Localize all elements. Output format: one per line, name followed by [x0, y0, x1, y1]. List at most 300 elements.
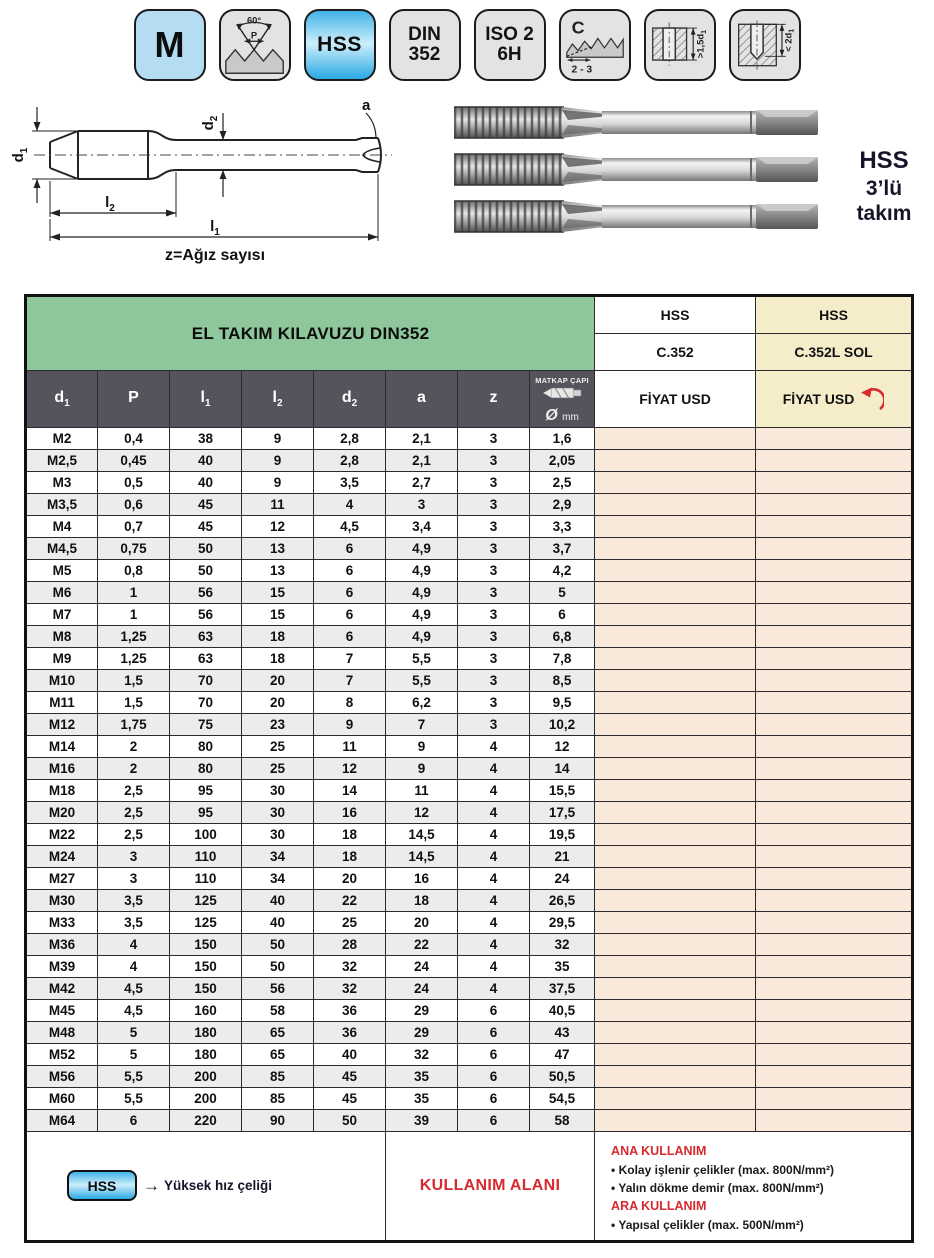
price-cell	[595, 890, 756, 912]
price-cell	[595, 692, 756, 714]
usage-area-title: KULLANIM ALANI	[419, 1176, 561, 1194]
size-cell: M30	[26, 890, 98, 912]
spec-cell: 6,8	[530, 626, 595, 648]
size-cell: M27	[26, 868, 98, 890]
table-row	[26, 824, 913, 846]
spec-cell: 20	[242, 670, 314, 692]
size-cell: M20	[26, 802, 98, 824]
spec-cell: 125	[170, 912, 242, 934]
spec-badge-row	[0, 0, 934, 81]
spec-cell: 4	[458, 912, 530, 934]
spec-cell: 45	[170, 494, 242, 516]
price-cell	[595, 472, 756, 494]
spec-cell: 9	[242, 450, 314, 472]
spec-cell: 1,25	[98, 648, 170, 670]
dim-d2-label: $d_2$	[200, 115, 220, 131]
table-row	[26, 978, 913, 1000]
spec-cell: 6	[314, 626, 386, 648]
size-cell: M64	[26, 1110, 98, 1132]
table-row	[26, 516, 913, 538]
price-cell	[756, 890, 913, 912]
size-cell: M52	[26, 1044, 98, 1066]
badge-chamfer-form-c	[559, 9, 631, 81]
spec-cell: 3	[458, 626, 530, 648]
spec-cell: 3	[458, 582, 530, 604]
size-cell: M12	[26, 714, 98, 736]
price-cell	[756, 824, 913, 846]
spec-cell: 6	[458, 1066, 530, 1088]
price-cell	[756, 604, 913, 626]
price-cell	[756, 538, 913, 560]
size-cell: M16	[26, 758, 98, 780]
table-row	[26, 1044, 913, 1066]
table-row	[26, 1110, 913, 1132]
spec-cell: 4	[458, 824, 530, 846]
spec-cell: 17,5	[530, 802, 595, 824]
table-row	[26, 736, 913, 758]
size-cell: M6	[26, 582, 98, 604]
spec-cell: 13	[242, 560, 314, 582]
dim-l1-label: $l_1$	[210, 218, 220, 238]
price-cell	[595, 560, 756, 582]
spec-cell: 3,5	[314, 472, 386, 494]
hss-legend-badge: HSS	[67, 1170, 137, 1201]
spec-cell: 4	[458, 846, 530, 868]
spec-cell: 200	[170, 1088, 242, 1110]
spec-cell: 24	[530, 868, 595, 890]
spec-cell: 9	[386, 758, 458, 780]
spec-cell: 1,6	[530, 428, 595, 450]
price-cell	[595, 626, 756, 648]
price-cell	[595, 934, 756, 956]
hero-section	[0, 95, 934, 290]
din-line2: 352	[408, 44, 441, 65]
spec-cell: 6	[314, 538, 386, 560]
spec-cell: 24	[386, 978, 458, 1000]
price-cell	[595, 670, 756, 692]
spec-cell: 29,5	[530, 912, 595, 934]
caption-line2: 3’lü takım	[856, 176, 912, 225]
spec-cell: 2,5	[98, 780, 170, 802]
spec-cell: 26,5	[530, 890, 595, 912]
spec-cell: 9,5	[530, 692, 595, 714]
blind-hole-dim-label: < $2d_1$	[781, 28, 796, 52]
size-cell: M14	[26, 736, 98, 758]
brand1-code: C.352	[595, 334, 756, 371]
legend-arrow-icon: →	[143, 1175, 160, 1195]
col-header-l2: $l_2$	[242, 371, 314, 428]
spec-cell: 2,8	[314, 428, 386, 450]
spec-cell: 30	[242, 780, 314, 802]
price-cell	[595, 604, 756, 626]
price-cell	[756, 692, 913, 714]
spec-cell: 15	[242, 582, 314, 604]
spec-cell: 6	[314, 604, 386, 626]
spec-cell: 110	[170, 846, 242, 868]
price-cell	[595, 1044, 756, 1066]
price-cell	[595, 736, 756, 758]
usage-heading: ANA KULLANIM	[611, 1144, 707, 1158]
spec-cell: 9	[314, 714, 386, 736]
legend-text: Yüksek hız çeliği	[164, 1178, 273, 1194]
size-cell: M42	[26, 978, 98, 1000]
table-row	[26, 956, 913, 978]
spec-cell: 40	[170, 472, 242, 494]
size-cell: M39	[26, 956, 98, 978]
spec-cell: 28	[314, 934, 386, 956]
spec-cell: 5	[98, 1044, 170, 1066]
price-cell	[756, 560, 913, 582]
price-cell	[595, 1088, 756, 1110]
spec-cell: 56	[170, 582, 242, 604]
price-cell	[595, 1110, 756, 1132]
price-cell	[756, 582, 913, 604]
spec-cell: 0,75	[98, 538, 170, 560]
price-cell	[595, 846, 756, 868]
spec-cell: 2,8	[314, 450, 386, 472]
spec-cell: 36	[314, 1000, 386, 1022]
table-row	[26, 560, 913, 582]
spec-cell: 75	[170, 714, 242, 736]
table-row	[26, 890, 913, 912]
price2-label: FİYAT USD	[782, 391, 855, 407]
col-header-l1: $l_1$	[170, 371, 242, 428]
spec-cell: 3	[98, 868, 170, 890]
spec-cell: 6	[458, 1044, 530, 1066]
price-cell	[595, 648, 756, 670]
spec-cell: 45	[314, 1088, 386, 1110]
spec-cell: 70	[170, 670, 242, 692]
spec-cell: 4,5	[314, 516, 386, 538]
price1-header: FİYAT USD	[595, 371, 756, 428]
table-row	[26, 494, 913, 516]
table-title: EL TAKIM KILAVUZU DIN352	[26, 296, 595, 371]
size-cell: M11	[26, 692, 98, 714]
spec-cell: 35	[386, 1088, 458, 1110]
price-cell	[756, 736, 913, 758]
spec-cell: 18	[386, 890, 458, 912]
spec-cell: 220	[170, 1110, 242, 1132]
spec-cell: 3	[458, 560, 530, 582]
blind-hole-icon	[733, 13, 797, 77]
price-cell	[595, 758, 756, 780]
price-cell	[756, 450, 913, 472]
spec-cell: 95	[170, 780, 242, 802]
price-cell	[756, 472, 913, 494]
spec-cell: 4,2	[530, 560, 595, 582]
spec-cell: 5	[98, 1022, 170, 1044]
price-cell	[756, 1088, 913, 1110]
column-header-row	[26, 371, 913, 428]
price-cell	[595, 714, 756, 736]
spec-cell: 4,5	[98, 1000, 170, 1022]
spec-cell: 2,05	[530, 450, 595, 472]
spec-cell: 6	[458, 1000, 530, 1022]
dim-a-label: a	[362, 97, 371, 114]
col-header-d1: $d_1$	[26, 371, 98, 428]
chamfer-c-label: C	[571, 17, 585, 38]
col-header-a: a	[386, 371, 458, 428]
spec-cell: 7	[314, 670, 386, 692]
price-cell	[595, 1022, 756, 1044]
spec-cell: 6	[314, 560, 386, 582]
table-row	[26, 802, 913, 824]
spec-cell: 6	[458, 1022, 530, 1044]
spec-cell: 40	[242, 890, 314, 912]
spec-cell: 65	[242, 1022, 314, 1044]
spec-cell: 50	[242, 934, 314, 956]
usage-list	[595, 1132, 911, 1240]
legend-cell	[26, 1132, 386, 1242]
table-row	[26, 450, 913, 472]
usage-bullet: • Yalın dökme demir (max. 800N/mm²)	[611, 1179, 901, 1197]
thread-profile-icon	[223, 13, 287, 77]
spec-cell: 0,45	[98, 450, 170, 472]
spec-cell: 16	[314, 802, 386, 824]
through-hole-dim-label: $>1,5d_1$	[694, 29, 708, 59]
badge-metric-thread	[134, 9, 206, 81]
badge-thread-profile	[219, 9, 291, 81]
spec-cell: 40	[242, 912, 314, 934]
price-cell	[595, 824, 756, 846]
price-cell	[756, 1022, 913, 1044]
table-row	[26, 472, 913, 494]
spec-cell: 22	[314, 890, 386, 912]
table-row	[26, 626, 913, 648]
spec-cell: 4	[458, 890, 530, 912]
spec-cell: 90	[242, 1110, 314, 1132]
spec-cell: 18	[242, 648, 314, 670]
price-cell	[756, 648, 913, 670]
spec-cell: 4,9	[386, 626, 458, 648]
chamfer-form-icon	[563, 13, 627, 77]
badge-through-hole	[644, 9, 716, 81]
badge-din-standard	[389, 9, 461, 81]
spec-cell: 70	[170, 692, 242, 714]
price-cell	[756, 670, 913, 692]
size-cell: M2	[26, 428, 98, 450]
spec-cell: 2,5	[98, 824, 170, 846]
spec-cell: 150	[170, 934, 242, 956]
spec-cell: 4	[458, 956, 530, 978]
spec-cell: 3	[458, 538, 530, 560]
spec-cell: 19,5	[530, 824, 595, 846]
size-cell: M4,5	[26, 538, 98, 560]
table-row	[26, 538, 913, 560]
spec-cell: 7	[386, 714, 458, 736]
spec-cell: 14	[530, 758, 595, 780]
brand2-code: C.352L SOL	[756, 334, 913, 371]
spec-cell: 3	[458, 714, 530, 736]
spec-cell: 63	[170, 648, 242, 670]
spec-cell: 32	[530, 934, 595, 956]
spec-cell: 21	[530, 846, 595, 868]
caption-line1: HSS	[859, 147, 909, 174]
spec-cell: 3	[458, 428, 530, 450]
spec-cell: 15	[242, 604, 314, 626]
size-cell: M3,5	[26, 494, 98, 516]
spec-cell: 4	[458, 758, 530, 780]
spec-cell: 4	[458, 780, 530, 802]
photo-caption	[836, 147, 932, 226]
spec-cell: 4,9	[386, 560, 458, 582]
taps-photo	[452, 101, 832, 251]
table-row	[26, 1066, 913, 1088]
spec-cell: 4,5	[98, 978, 170, 1000]
spec-cell: 3	[458, 692, 530, 714]
spec-cell: 4,9	[386, 582, 458, 604]
spec-cell: 3,4	[386, 516, 458, 538]
spec-cell: 125	[170, 890, 242, 912]
spec-cell: 24	[386, 956, 458, 978]
spec-cell: 1,5	[98, 670, 170, 692]
spec-cell: 3	[458, 472, 530, 494]
spec-cell: 1,5	[98, 692, 170, 714]
table-row	[26, 670, 913, 692]
price-cell	[756, 626, 913, 648]
spec-cell: 2,5	[98, 802, 170, 824]
spec-cell: 35	[530, 956, 595, 978]
price-cell	[756, 934, 913, 956]
spec-cell: 5	[530, 582, 595, 604]
table-row	[26, 582, 913, 604]
drill-header-label: MATKAP ÇAPI	[535, 375, 589, 385]
col-header-z: z	[458, 371, 530, 428]
spec-cell: 11	[386, 780, 458, 802]
table-row	[26, 780, 913, 802]
price2-header	[756, 371, 913, 428]
spec-cell: 3	[458, 604, 530, 626]
price-cell	[756, 780, 913, 802]
price-cell	[756, 868, 913, 890]
size-cell: M18	[26, 780, 98, 802]
spec-cell: 13	[242, 538, 314, 560]
spec-cell: 45	[170, 516, 242, 538]
footer-row	[26, 1132, 913, 1242]
price-cell	[595, 582, 756, 604]
spec-cell: 50	[314, 1110, 386, 1132]
spec-cell: 8,5	[530, 670, 595, 692]
dim-l2-label: $l_2$	[105, 194, 115, 214]
table-row	[26, 428, 913, 450]
spec-cell: 5,5	[386, 670, 458, 692]
size-cell: M36	[26, 934, 98, 956]
size-cell: M9	[26, 648, 98, 670]
spec-cell: 4	[98, 956, 170, 978]
spec-cell: 50	[170, 560, 242, 582]
spec-cell: 4,9	[386, 538, 458, 560]
spec-cell: 18	[314, 824, 386, 846]
table-row	[26, 692, 913, 714]
spec-cell: 63	[170, 626, 242, 648]
spec-cell: 32	[314, 956, 386, 978]
iso-line1: ISO 2	[485, 24, 534, 46]
spec-cell: 45	[314, 1066, 386, 1088]
spec-cell: 37,5	[530, 978, 595, 1000]
spec-cell: 200	[170, 1066, 242, 1088]
spec-cell: 9	[242, 428, 314, 450]
spec-cell: 54,5	[530, 1088, 595, 1110]
spec-cell: 11	[242, 494, 314, 516]
spec-cell: 7	[314, 648, 386, 670]
spec-cell: 40	[170, 450, 242, 472]
din-line1: DIN	[408, 24, 441, 46]
size-cell: M45	[26, 1000, 98, 1022]
price-cell	[595, 538, 756, 560]
spec-cell: 95	[170, 802, 242, 824]
spec-cell: 29	[386, 1000, 458, 1022]
spec-table	[24, 294, 914, 1243]
spec-cell: 18	[242, 626, 314, 648]
spec-cell: 7,8	[530, 648, 595, 670]
spec-cell: 23	[242, 714, 314, 736]
price-cell	[756, 1000, 913, 1022]
size-cell: M48	[26, 1022, 98, 1044]
spec-cell: 32	[314, 978, 386, 1000]
spec-cell: 34	[242, 868, 314, 890]
spec-cell: 25	[242, 758, 314, 780]
price-cell	[756, 1066, 913, 1088]
spec-cell: 6	[98, 1110, 170, 1132]
spec-cell: 85	[242, 1066, 314, 1088]
spec-cell: 40	[314, 1044, 386, 1066]
size-cell: M33	[26, 912, 98, 934]
chamfer-range-label: 2 - 3	[570, 64, 592, 76]
spec-cell: 12	[530, 736, 595, 758]
spec-cell: 3	[458, 516, 530, 538]
spec-cell: 58	[530, 1110, 595, 1132]
spec-cell: 3,3	[530, 516, 595, 538]
angle-60-label: 60°	[246, 14, 261, 26]
spec-cell: 14	[314, 780, 386, 802]
price-cell	[756, 1044, 913, 1066]
spec-cell: 2,5	[530, 472, 595, 494]
spec-cell: 18	[314, 846, 386, 868]
spec-cell: 80	[170, 758, 242, 780]
spec-cell: 9	[242, 472, 314, 494]
spec-cell: 16	[386, 868, 458, 890]
col-header-P: P	[98, 371, 170, 428]
hss-label: HSS	[317, 33, 362, 56]
usage-bullet: • Yapısal çelikler (max. 500N/mm²)	[611, 1216, 901, 1234]
spec-cell: 8	[314, 692, 386, 714]
tap-dimension-drawing	[10, 95, 440, 267]
diameter-unit: mm	[562, 411, 579, 423]
price-cell	[595, 1000, 756, 1022]
table-row	[26, 1088, 913, 1110]
usage-bullet: • Kolay işlenir çelikler (max. 800N/mm²)	[611, 1161, 901, 1179]
price-cell	[756, 1110, 913, 1132]
table-row	[26, 714, 913, 736]
price-cell	[756, 846, 913, 868]
spec-cell: 36	[314, 1022, 386, 1044]
table-row	[26, 912, 913, 934]
price-cell	[595, 1066, 756, 1088]
price-cell	[756, 912, 913, 934]
size-cell: M60	[26, 1088, 98, 1110]
badge-hss-material	[304, 9, 376, 81]
spec-cell: 160	[170, 1000, 242, 1022]
spec-cell: 3	[98, 846, 170, 868]
spec-cell: 15,5	[530, 780, 595, 802]
spec-cell: 4,9	[386, 604, 458, 626]
spec-cell: 3,5	[98, 912, 170, 934]
spec-cell: 10,2	[530, 714, 595, 736]
spec-cell: 29	[386, 1022, 458, 1044]
col-header-d2: $d_2$	[314, 371, 386, 428]
price-cell	[756, 758, 913, 780]
spec-cell: 0,5	[98, 472, 170, 494]
